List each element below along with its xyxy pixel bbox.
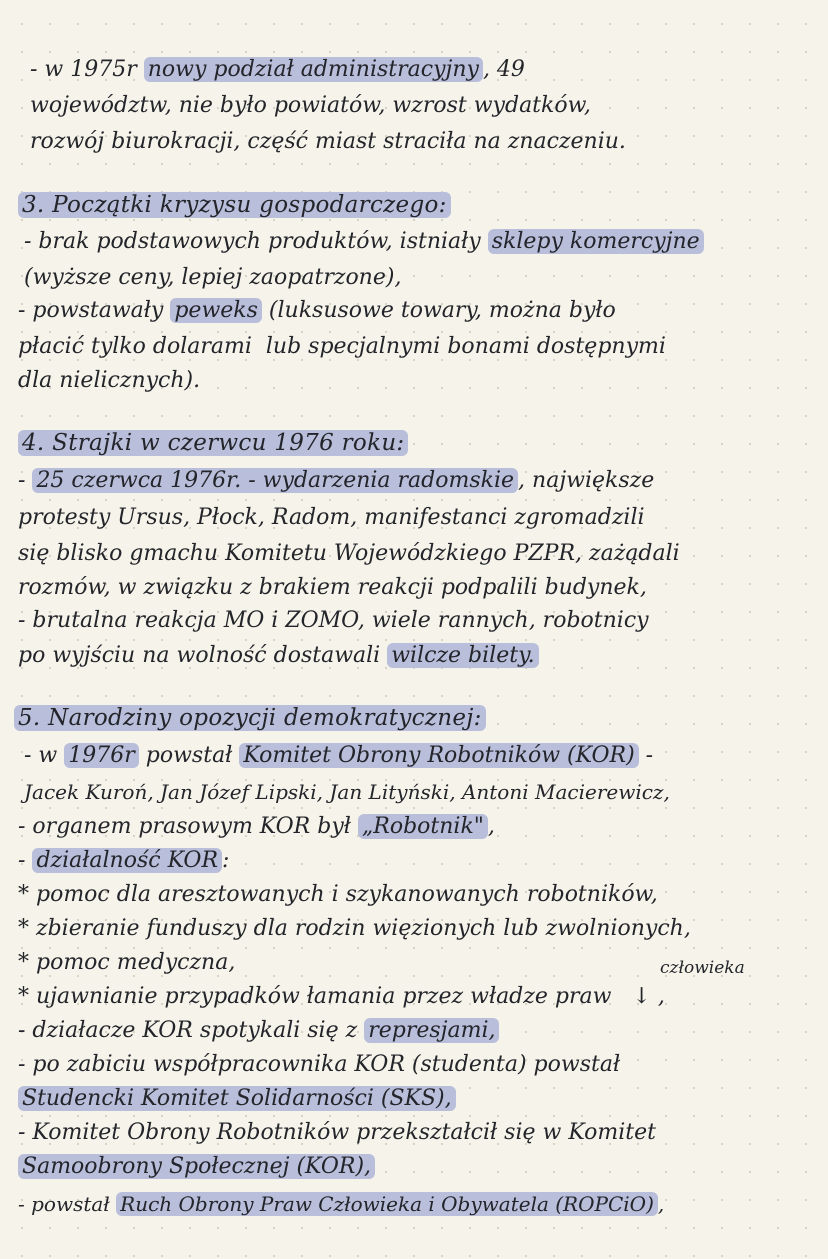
heading-highlight: 5. Narodziny opozycji demokratycznej: [14, 705, 486, 731]
heading-highlight: 4. Strajki w czerwcu 1976 roku: [18, 430, 408, 456]
text: (luksusowe towary, można było [261, 298, 616, 323]
text: : [222, 848, 230, 873]
s5-line-10 [18, 1186, 828, 1222]
text: , 49 [482, 57, 525, 82]
s4-line-1 [18, 463, 828, 499]
text: powstał [138, 743, 240, 768]
s5-line-4 [18, 843, 828, 879]
section-4-heading [18, 425, 828, 461]
highlight: „Robotnik" [358, 814, 488, 839]
s4-line-2: protesty Ursus, Płock, Radom, manifestanci zgromadzili [18, 505, 645, 530]
section-3-heading [18, 187, 828, 223]
s5-line-8: - Komitet Obrony Robotników przekształcił się w Komitet [18, 1120, 657, 1145]
text: - [638, 743, 654, 768]
s4-line-4: rozmów, w związku z brakiem reakcji podpalili budynek, [18, 575, 647, 600]
highlight: Komitet Obrony Robotników (KOR) [239, 743, 638, 768]
text: - w [24, 743, 65, 768]
s3-line-4: płacić tylko dolarami lub specjalnymi bonami dostępnymi [18, 334, 666, 359]
heading-highlight: 3. Początki kryzysu gospodarczego: [18, 192, 451, 218]
s5-line-3 [18, 809, 828, 845]
text: - powstał [18, 1192, 117, 1216]
highlight: nowy podział administracyjny [144, 57, 483, 82]
text: po wyjściu na wolność dostawali [18, 643, 388, 668]
text: - brak podstawowych produktów, istniały [24, 229, 488, 254]
section-5-heading [14, 700, 828, 736]
s3-line-3 [18, 293, 828, 329]
highlight: działalność KOR [32, 848, 222, 873]
highlight: Studencki Komitet Solidarności (SKS), [18, 1086, 456, 1111]
text: - organem prasowym KOR był [18, 814, 358, 839]
s5-bullet-2: * zbieranie funduszy dla rodzin więzionych lub zwolnionych, [18, 916, 691, 941]
text: , największe [518, 468, 655, 493]
text: - [18, 848, 33, 873]
text: - w 1975r [30, 57, 144, 82]
highlight: represjami, [364, 1018, 499, 1043]
highlight: 25 czerwca 1976r. - wydarzenia radomskie [32, 468, 518, 493]
s5-bullet-3-side-note: człowieka [660, 958, 745, 978]
s5-line-6: - po zabiciu współpracownika KOR (studenta) powstał [18, 1052, 621, 1077]
s4-line-3: się blisko gmachu Komitetu Wojewódzkiego PZPR, zażądali [18, 541, 680, 566]
s5-bullet-3: * pomoc medyczna, [18, 950, 236, 975]
s5-bullet-4: * ujawnianie przypadków łamania przez władze praw ↓ , [18, 984, 665, 1009]
intro-line-3: rozwój biurokracji, część miast straciła na znaczeniu. [30, 129, 626, 154]
text: - [18, 468, 33, 493]
s5-bullet-1: * pomoc dla aresztowanych i szykanowanych robotników, [18, 882, 658, 907]
highlight: wilcze bilety. [387, 643, 538, 668]
highlight: Samoobrony Społecznej (KOR), [18, 1154, 375, 1179]
s5-line-1 [24, 738, 828, 774]
s3-line-1 [24, 224, 828, 260]
s3-line-5: dla nielicznych). [18, 368, 201, 393]
s3-line-2: (wyższe ceny, lepiej zaopatrzone), [24, 265, 402, 290]
intro-line-2: województw, nie było powiatów, wzrost wydatków, [30, 93, 591, 118]
s5-line-7 [18, 1081, 828, 1117]
s4-line-5: - brutalna reakcja MO i ZOMO, wiele rannych, robotnicy [18, 608, 649, 633]
text: - powstawały [18, 298, 171, 323]
text: - działacze KOR spotykali się z [18, 1018, 365, 1043]
s5-line-2: Jacek Kuroń, Jan Józef Lipski, Jan Lityński, Antoni Macierewicz, [24, 780, 670, 804]
text: , [657, 1192, 665, 1216]
highlight: sklepy komercyjne [488, 229, 704, 254]
text: , [487, 814, 495, 839]
intro-line-1 [30, 52, 828, 88]
highlight: peweks [170, 298, 262, 323]
s5-line-5 [18, 1013, 828, 1049]
s5-line-9 [18, 1149, 828, 1185]
s4-line-6 [18, 638, 828, 674]
highlight: 1976r [64, 743, 139, 768]
highlight: Ruch Obrony Praw Człowieka i Obywatela (ROPCiO) [116, 1192, 658, 1216]
